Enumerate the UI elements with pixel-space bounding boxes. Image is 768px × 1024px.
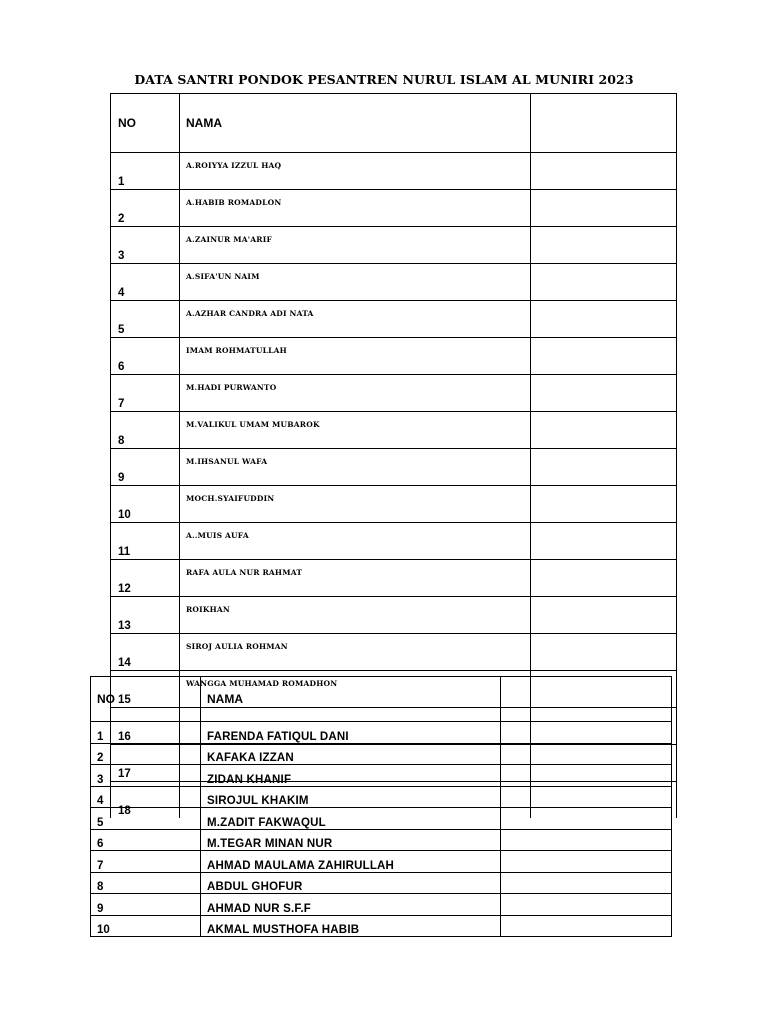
row-name: AHMAD NUR S.F.F bbox=[201, 894, 501, 916]
table-row bbox=[111, 375, 677, 412]
table-row bbox=[91, 872, 672, 894]
row-extra bbox=[531, 227, 677, 264]
row-name: ZIDAN KHANIF bbox=[201, 765, 501, 787]
row-name: FARENDA FATIQUL DANI bbox=[201, 722, 501, 744]
row-name: AKMAL MUSTHOFA HABIB bbox=[201, 915, 501, 937]
row-number: 16 bbox=[111, 708, 180, 745]
row-number: 1 bbox=[91, 722, 201, 744]
row-name: ABDUL GHOFUR bbox=[201, 872, 501, 894]
table-row bbox=[111, 227, 677, 264]
row-extra bbox=[531, 449, 677, 486]
table-row bbox=[111, 153, 677, 190]
row-number: 15 bbox=[111, 671, 180, 708]
table-row bbox=[111, 301, 677, 338]
row-name: KAFAKA IZZAN bbox=[201, 743, 501, 765]
row-number: 9 bbox=[111, 449, 180, 486]
table-row bbox=[111, 486, 677, 523]
table-row bbox=[91, 915, 672, 937]
row-extra bbox=[501, 894, 672, 916]
table-row bbox=[91, 722, 672, 744]
row-extra bbox=[531, 338, 677, 375]
row-number: 18 bbox=[111, 782, 180, 819]
row-number: 13 bbox=[111, 597, 180, 634]
row-extra bbox=[531, 301, 677, 338]
row-number: 7 bbox=[111, 375, 180, 412]
row-extra bbox=[531, 597, 677, 634]
header-nama: NAMA bbox=[201, 677, 501, 722]
table-row bbox=[91, 786, 672, 808]
row-number: 3 bbox=[91, 765, 201, 787]
row-name: WANGGA MUHAMAD ROMADHON bbox=[180, 671, 531, 708]
row-extra bbox=[531, 486, 677, 523]
header-no: NO bbox=[91, 677, 201, 722]
row-extra bbox=[501, 915, 672, 937]
row-number: 14 bbox=[111, 634, 180, 671]
row-name: SIROJ AULIA ROHMAN bbox=[180, 634, 531, 671]
table-row bbox=[91, 743, 672, 765]
row-number: 2 bbox=[91, 743, 201, 765]
row-extra bbox=[531, 560, 677, 597]
row-number: 7 bbox=[91, 851, 201, 873]
row-name: SIROJUL KHAKIM bbox=[201, 786, 501, 808]
row-number: 2 bbox=[111, 190, 180, 227]
row-number: 8 bbox=[111, 412, 180, 449]
row-extra bbox=[531, 412, 677, 449]
row-number: 6 bbox=[111, 338, 180, 375]
row-name: M.ZADIT FAKWAQUL bbox=[201, 808, 501, 830]
row-number: 11 bbox=[111, 523, 180, 560]
row-number: 10 bbox=[111, 486, 180, 523]
row-number: 5 bbox=[111, 301, 180, 338]
table-row bbox=[91, 894, 672, 916]
header-extra bbox=[531, 94, 677, 153]
header-no: NO bbox=[111, 94, 180, 153]
table-row bbox=[111, 449, 677, 486]
row-extra bbox=[501, 872, 672, 894]
row-extra bbox=[501, 851, 672, 873]
row-extra bbox=[531, 190, 677, 227]
table-row bbox=[111, 560, 677, 597]
row-name: M.HADI PURWANTO bbox=[180, 375, 531, 412]
row-name: A.ROIYYA IZZUL HAQ bbox=[180, 153, 531, 190]
row-name: MOCH.SYAIFUDDIN bbox=[180, 486, 531, 523]
table-row bbox=[91, 765, 672, 787]
row-name: M.TEGAR MINAN NUR bbox=[201, 829, 501, 851]
row-name: AHMAD MAULAMA ZAHIRULLAH bbox=[201, 851, 501, 873]
row-extra bbox=[531, 264, 677, 301]
row-extra bbox=[501, 808, 672, 830]
table-row bbox=[111, 338, 677, 375]
table-row bbox=[111, 412, 677, 449]
document-title: DATA SANTRI PONDOK PESANTREN NURUL ISLAM AL MUNIRI 2023 bbox=[134, 72, 634, 87]
row-extra bbox=[531, 375, 677, 412]
row-extra bbox=[501, 829, 672, 851]
table-row bbox=[91, 851, 672, 873]
header-extra bbox=[501, 677, 672, 722]
row-number: 1 bbox=[111, 153, 180, 190]
table-header-row bbox=[91, 677, 672, 722]
row-name: RAFA AULA NUR RAHMAT bbox=[180, 560, 531, 597]
header-nama: NAMA bbox=[180, 94, 531, 153]
table-row bbox=[91, 829, 672, 851]
row-number: 8 bbox=[91, 872, 201, 894]
row-number: 10 bbox=[91, 915, 201, 937]
table-row bbox=[111, 190, 677, 227]
row-number: 6 bbox=[91, 829, 201, 851]
row-name: M.VALIKUL UMAM MUBAROK bbox=[180, 412, 531, 449]
table-row bbox=[111, 634, 677, 671]
row-name: A.HABIB ROMADLON bbox=[180, 190, 531, 227]
row-number: 3 bbox=[111, 227, 180, 264]
table-row bbox=[111, 597, 677, 634]
row-number: 5 bbox=[91, 808, 201, 830]
row-number: 9 bbox=[91, 894, 201, 916]
row-name: A.ZAINUR MA'ARIF bbox=[180, 227, 531, 264]
row-number: 4 bbox=[91, 786, 201, 808]
row-extra bbox=[501, 786, 672, 808]
row-name: A.AZHAR CANDRA ADI NATA bbox=[180, 301, 531, 338]
row-name: IMAM ROHMATULLAH bbox=[180, 338, 531, 375]
table-row bbox=[91, 808, 672, 830]
row-name: A..MUIS AUFA bbox=[180, 523, 531, 560]
santri-table-2 bbox=[90, 676, 672, 937]
table-header-row bbox=[111, 94, 677, 153]
row-name: M.IHSANUL WAFA bbox=[180, 449, 531, 486]
row-extra bbox=[501, 722, 672, 744]
row-number: 12 bbox=[111, 560, 180, 597]
row-extra bbox=[501, 765, 672, 787]
table-row bbox=[111, 523, 677, 560]
row-extra bbox=[531, 523, 677, 560]
row-extra bbox=[531, 634, 677, 671]
row-extra bbox=[501, 743, 672, 765]
row-number: 17 bbox=[111, 745, 180, 782]
row-extra bbox=[531, 153, 677, 190]
row-number: 4 bbox=[111, 264, 180, 301]
table-row bbox=[111, 264, 677, 301]
row-name: A.SIFA'UN NAIM bbox=[180, 264, 531, 301]
row-name: ROIKHAN bbox=[180, 597, 531, 634]
